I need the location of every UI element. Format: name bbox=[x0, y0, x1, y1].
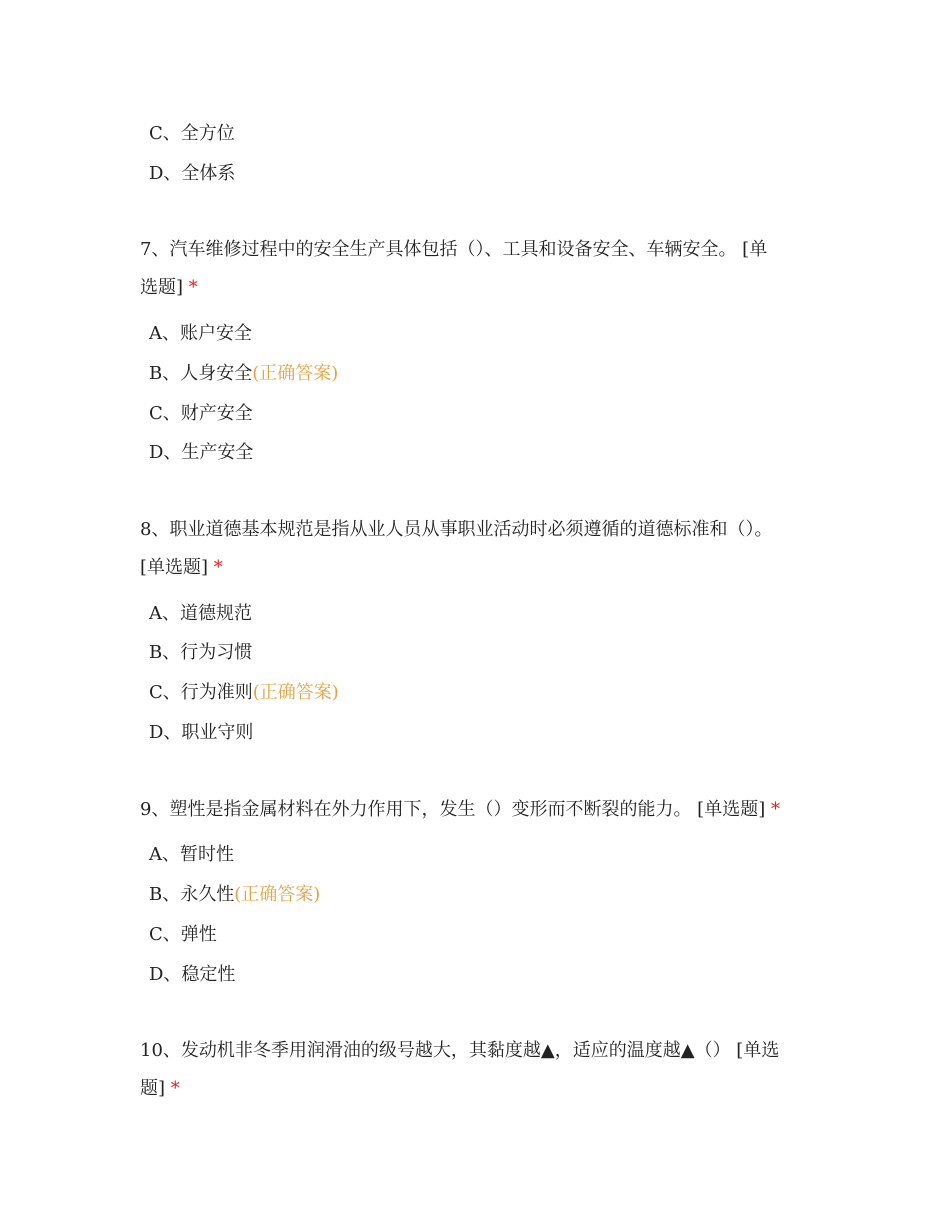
option-text: B、永久性 bbox=[149, 884, 235, 905]
question-9 bbox=[140, 791, 812, 829]
required-star: * bbox=[170, 1078, 180, 1099]
option-text: D、职业守则 bbox=[149, 722, 254, 743]
correct-answer-label: (正确答案) bbox=[234, 884, 321, 905]
correct-answer-label: (正确答案) bbox=[252, 682, 339, 703]
option-text: A、暂时性 bbox=[149, 844, 234, 865]
option-c[interactable] bbox=[149, 402, 253, 426]
option-text: D、生产安全 bbox=[149, 442, 254, 463]
option-c[interactable] bbox=[149, 122, 235, 146]
option-text: C、弹性 bbox=[149, 924, 217, 945]
option-text: D、全体系 bbox=[149, 163, 236, 184]
correct-answer-label: (正确答案) bbox=[252, 363, 339, 384]
option-c[interactable] bbox=[149, 681, 339, 705]
question-8-text-line2: [单选题] * bbox=[140, 557, 223, 578]
option-d[interactable] bbox=[149, 162, 235, 186]
option-text: C、行为准则 bbox=[149, 682, 253, 703]
option-text: B、人身安全 bbox=[149, 363, 253, 384]
option-d[interactable] bbox=[149, 963, 235, 987]
question-7-text-line2: 选题] * bbox=[140, 277, 198, 298]
required-star: * bbox=[188, 277, 198, 298]
question-8-text-line1: 8、职业道德基本规范是指从业人员从事职业活动时必须遵循的道德标准和（）。 bbox=[140, 519, 773, 540]
option-text: A、账户安全 bbox=[149, 323, 252, 344]
option-d[interactable] bbox=[149, 721, 253, 745]
question-10-text-line1: 10、发动机非冬季用润滑油的级号越大，其黏度越▲，适应的温度越▲（） [单选 bbox=[140, 1040, 780, 1061]
option-a[interactable] bbox=[149, 322, 252, 346]
option-b[interactable] bbox=[149, 641, 252, 665]
question-10 bbox=[140, 1032, 812, 1108]
option-text: C、财产安全 bbox=[149, 403, 253, 424]
option-a[interactable] bbox=[149, 602, 252, 626]
option-text: B、行为习惯 bbox=[149, 642, 253, 663]
option-b[interactable] bbox=[149, 362, 338, 386]
question-9-text-line1: 9、塑性是指金属材料在外力作用下，发生（）变形而不断裂的能力。 [单选题] * bbox=[140, 799, 780, 820]
option-text: C、全方位 bbox=[149, 123, 235, 144]
option-d[interactable] bbox=[149, 441, 253, 465]
option-c[interactable] bbox=[149, 923, 217, 947]
question-10-text-line2: 题] * bbox=[140, 1078, 180, 1099]
required-star: * bbox=[770, 799, 780, 820]
option-text: D、稳定性 bbox=[149, 964, 236, 985]
option-text: A、道德规范 bbox=[149, 603, 252, 624]
question-7-text-line1: 7、汽车维修过程中的安全生产具体包括（）、工具和设备安全、车辆安全。 [单 bbox=[140, 239, 768, 260]
question-8 bbox=[140, 511, 812, 587]
required-star: * bbox=[213, 557, 223, 578]
option-a[interactable] bbox=[149, 843, 234, 867]
question-7 bbox=[140, 231, 812, 307]
option-b[interactable] bbox=[149, 883, 320, 907]
